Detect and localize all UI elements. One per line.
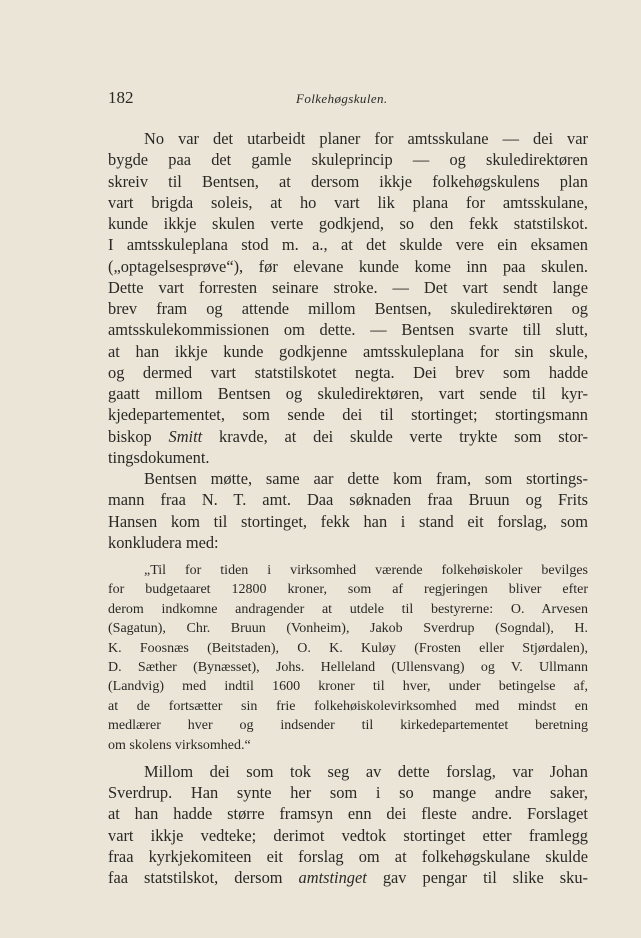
quote-line: derom indkomne andragender at utdele til bestyrerne: O. Arvesen [108, 601, 588, 617]
block-quote [108, 561, 588, 755]
text-fragment: biskop [108, 426, 169, 446]
quote-line: at de fortsætter sin frie folkehøiskolevirksomhed med mindst en [108, 698, 588, 714]
text-line: og dermed vart statstilskotet negta. Dei brev som hadde [108, 362, 588, 382]
text-line: konkludera med: [108, 532, 219, 552]
quote-line: „Til for tiden i virksomhed værende folkehøiskoler bevilges [144, 563, 588, 578]
text-line: kunde ikkje skulen verte godkjend, so den fekk statstilskot. [108, 214, 588, 233]
running-title: Folkehøgskulen. [296, 91, 388, 106]
text-line: kjedepartementet, som sende dei til stortinget; stortingsmann [108, 405, 588, 425]
text-fragment: gav pengar til slike sku- [366, 868, 589, 888]
text-line: brev fram og attende millom Bentsen, skuledirektøren og [108, 299, 588, 318]
quote-line: (Landvig) med indtil 1600 kroner til hver, under betingelse af, [108, 679, 588, 695]
text-line: gaatt millom Bentsen og skuledirektøren, vart sende til kyr- [108, 384, 588, 403]
quote-line: K. Foosnæs (Beitstaden), O. K. Kuløy (Frosten eller Stjørdalen), [108, 640, 588, 656]
text-line: vart ikkje vedteke; derimot vedtok stortinget etter framlegg [108, 825, 588, 845]
text-line: No var det utarbeidt planer for amtsskulane — dei var [144, 129, 588, 148]
text-line: („optagelsesprøve“), før elevane kunde kome inn paa skulen. [108, 256, 588, 276]
text-line: Bentsen møtte, same aar dette kom fram, som stortings- [144, 469, 588, 488]
quote-line: (Sagatun), Chr. Bruun (Vonheim), Jakob Sverdrup (Sogndal), H. [108, 621, 588, 637]
text-line: skreiv til Bentsen, at dersom ikkje folkehøgskulens plan [108, 171, 588, 191]
text-line: at han ikkje kunde godkjenne amtsskuleplana for sin skule, [108, 341, 588, 361]
text-line: Sverdrup. Han synte her som i so mange andre saker, [108, 783, 588, 803]
quote-line: for budgetaaret 12800 kroner, som af regjeringen bliver efter [108, 582, 588, 598]
text-line: fraa kyrkjekomiteen eit forslag om at folkehøgskulane skulde [108, 846, 588, 866]
paragraph-1 [108, 128, 588, 468]
text-line: amtsskulekommissionen om dette. — Bentsen svarte till slutt, [108, 320, 588, 340]
page-number: 182 [108, 88, 134, 107]
text-line [108, 867, 588, 888]
text-line: vart brigda soleis, at ho vart lik plana for amtsskulane, [108, 192, 588, 212]
page-body [108, 128, 588, 888]
text-line: Dette vart forresten seinare stroke. — Det vart sendt lange [108, 277, 588, 297]
text-line: I amtsskuleplana stod m. a., at det skulde vere ein eksamen [108, 235, 588, 255]
text-line: Millom dei som tok seg av dette forslag, var Johan [144, 761, 588, 781]
paragraph-2 [108, 468, 588, 553]
text-line: tingsdokument. [108, 447, 210, 467]
quote-line: om skolens virksomhed.“ [108, 737, 251, 753]
quote-line: D. Sæther (Bynæsset), Johs. Helleland (Ullensvang) og V. Ullmann [108, 659, 588, 675]
text-fragment: faa statstilskot, dersom [108, 868, 299, 888]
text-line: mann fraa N. T. amt. Daa søknaden fraa Bruun og Frits [108, 490, 588, 510]
emphasized-name: Smitt [168, 426, 203, 446]
text-line: Hansen kom til stortinget, fekk han i stand eit forslag, som [108, 511, 588, 531]
paragraph-3 [108, 761, 588, 889]
text-line [108, 426, 588, 447]
text-fragment: kravde, at dei skulde verte trykte som stor- [202, 426, 588, 446]
text-line: at han hadde større framsyn enn dei fleste andre. Forslaget [108, 804, 588, 824]
text-line: bygde paa det gamle skuleprincip — og skuledirektøren [108, 150, 588, 170]
quote-line: medlærer hver og indsender til kirkedepartementet beretning [108, 718, 588, 734]
emphasized-word: amtstinget [298, 868, 367, 888]
page-header [108, 88, 588, 108]
